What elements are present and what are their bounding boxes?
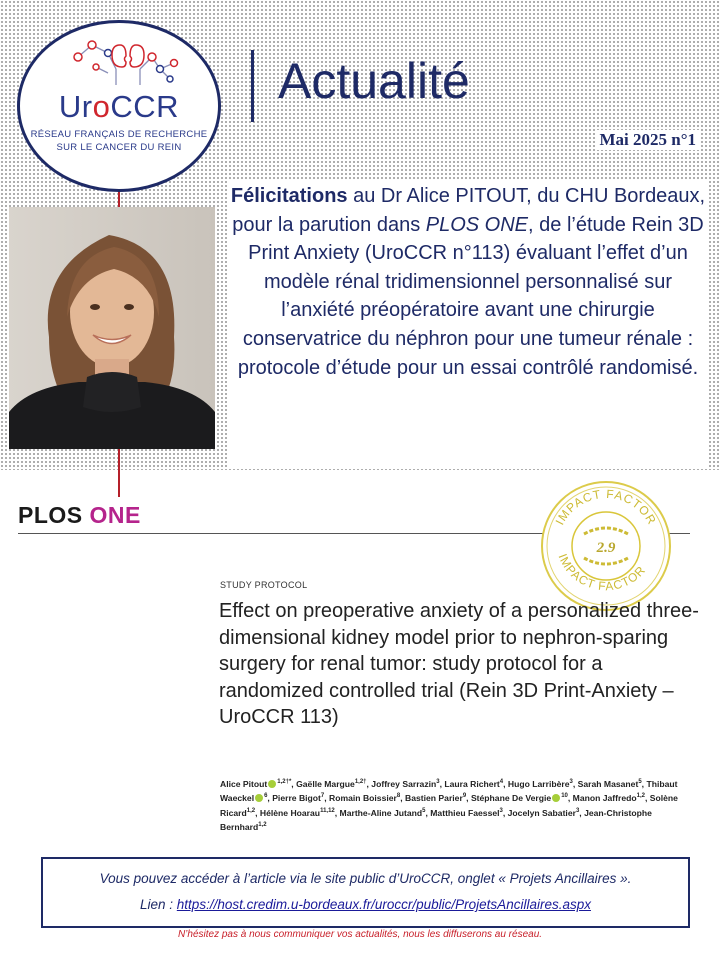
logo-subtitle-line1: RÉSEAU FRANÇAIS DE RECHERCHE: [30, 129, 208, 140]
author-name: Laura Richert: [444, 778, 500, 789]
author-item: Marthe-Aline Jutand$^5$,: [339, 807, 431, 818]
author-name: Gaëlle Margue: [296, 778, 355, 789]
author-name: Pierre Bigot: [272, 793, 321, 804]
author-name: Romain Boissier: [329, 793, 397, 804]
author-affiliation: 1,2: [258, 822, 267, 829]
author-item: Jocelyn Sabatier$^3$,: [507, 807, 585, 818]
author-affiliation: 11,12: [320, 807, 335, 814]
orcid-icon: [268, 780, 276, 788]
author-affiliation: 5: [638, 779, 642, 785]
uroccr-logo: [17, 20, 221, 192]
svg-text:IMPACT FACTOR: IMPACT FACTOR: [552, 486, 660, 528]
author-name: Sarah Masanet: [577, 778, 639, 789]
issue-number: Mai 2025 n°1: [595, 130, 700, 150]
author-affiliation: 4: [499, 779, 504, 785]
paper-title: Effect on preoperative anxiety of a personalized three-dimensional kidney model prior to nephron-sparing surgery for renal tumor: study protocol for a randomized controlled trial (Rein 3D Print-Anxiety – UroCCR 113): [219, 600, 699, 728]
author-name: Alice Pitout: [220, 778, 268, 789]
author-item: Stéphane De Vergie $^{10}$,: [470, 793, 573, 804]
author-affiliation: 3: [436, 779, 440, 785]
author-affiliation: 1,2: [636, 793, 645, 800]
footer-note: N’hésitez pas à nous communiquer vos actualités, nous les diffuserons au réseau.: [177, 929, 543, 940]
author-affiliation: 3: [499, 807, 503, 814]
header-divider: [251, 50, 254, 122]
impact-factor-seal: [536, 476, 676, 616]
portrait-photo: [9, 207, 215, 449]
author-name: Marthe-Aline Jutand: [339, 807, 423, 818]
study-protocol-label: STUDY PROTOCOL: [220, 580, 308, 590]
author-name: Thibaut Waeckel: [220, 778, 678, 804]
page-title: Actualité: [278, 53, 470, 109]
impact-factor-value: 2.9: [596, 540, 616, 556]
author-affiliation: 1,2: [246, 807, 256, 814]
author-name: Matthieu Faessel: [430, 807, 500, 818]
logo-subtitle-line2: SUR LE CANCER DU REIN: [56, 142, 182, 153]
connector-line-top: [118, 190, 120, 208]
author-item: Manon Jaffredo$^{1,2}$,: [572, 793, 650, 804]
author-affiliation: 3: [575, 807, 580, 814]
connector-line-bottom: [118, 449, 120, 497]
author-affiliation: 1,2†*: [277, 779, 292, 785]
author-name: Solène Ricard: [220, 793, 678, 818]
author-item: Gaëlle Margue$^{1,2\dagger}$,: [296, 778, 372, 789]
author-affiliation: 6: [264, 793, 268, 800]
author-name: Jean-Christophe Bernhard: [220, 807, 652, 833]
author-name: Joffrey Sarrazin: [371, 778, 437, 789]
article-link[interactable]: https://host.credim.u-bordeaux.fr/uroccr/public/ProjetsAncillaires.aspx: [176, 897, 591, 912]
author-name: Jocelyn Sabatier: [507, 807, 576, 818]
author-item: Sarah Masanet$^5$,: [577, 778, 647, 789]
announcement-lead: Félicitations: [230, 185, 348, 207]
logo-wordmark: UroCCR: [58, 89, 180, 124]
author-affiliation: 5: [422, 807, 426, 814]
access-info-text: Vous pouvez accéder à l’article via le site public d’UroCCR, onglet « Projets Ancillaires ».: [99, 871, 632, 886]
author-item: Joffrey Sarrazin$^3$,: [371, 778, 445, 789]
author-item: Solène Ricard$^{1,2}$,: [220, 793, 678, 818]
svg-text:IMPACT FACTOR: IMPACT FACTOR: [555, 551, 649, 594]
orcid-icon: [552, 794, 560, 802]
author-affiliation: 9: [462, 793, 467, 800]
author-name: Stéphane De Vergie: [470, 793, 552, 804]
author-item: Pierre Bigot$^7$,: [272, 793, 330, 804]
orcid-icon: [255, 794, 263, 802]
author-name: Manon Jaffredo: [572, 793, 637, 804]
author-name: Bastien Parier: [405, 793, 463, 804]
author-affiliation: 7: [320, 793, 325, 800]
link-line: Lien : https://host.credim.u-bordeaux.fr/uroccr/public/ProjetsAncillaires.aspx: [140, 897, 591, 912]
announcement-text: Félicitations au Dr Alice PITOUT, du CHU Bordeaux, pour la parution dans PLOS ONE, de l’étude Rein 3D Print Anxiety (UroCCR n°113) évaluant l’effet d’un modèle rénal tridimensionnel personnalisé sur l’anxiété préopératoire avant une chirurgie conservatrice du néphron pour une tumeur rénale : protocole d’étude pour un essai contrôlé randomisé.: [228, 180, 708, 467]
article-access-box: [41, 857, 690, 928]
author-affiliation: 3: [569, 779, 573, 785]
author-name: Hugo Larribère: [507, 778, 570, 789]
author-name: Hélène Hoarau: [259, 807, 321, 818]
author-affiliation: 8: [396, 793, 401, 800]
author-item: Bastien Parier$^9$,: [405, 793, 471, 804]
author-affiliation: 1,2†: [354, 779, 367, 785]
author-item: Alice Pitout $^{1,2\dagger*}$,: [220, 778, 297, 789]
author-item: Hugo Larribère$^3$,: [507, 778, 578, 789]
plos-one-logo: PLOS ONE: [18, 502, 141, 528]
author-affiliation: 10: [561, 793, 568, 800]
author-list: [220, 776, 700, 834]
journal-name: PLOS ONE: [425, 213, 529, 236]
author-item: Laura Richert$^4$,: [444, 778, 508, 789]
author-item: Hélène Hoarau$^{11,12}$,: [259, 807, 340, 818]
author-item: Thibaut Waeckel $^6$,: [220, 778, 678, 804]
author-item: Matthieu Faessel$^3$,: [430, 807, 508, 818]
author-item: Romain Boissier$^8$,: [329, 793, 405, 804]
